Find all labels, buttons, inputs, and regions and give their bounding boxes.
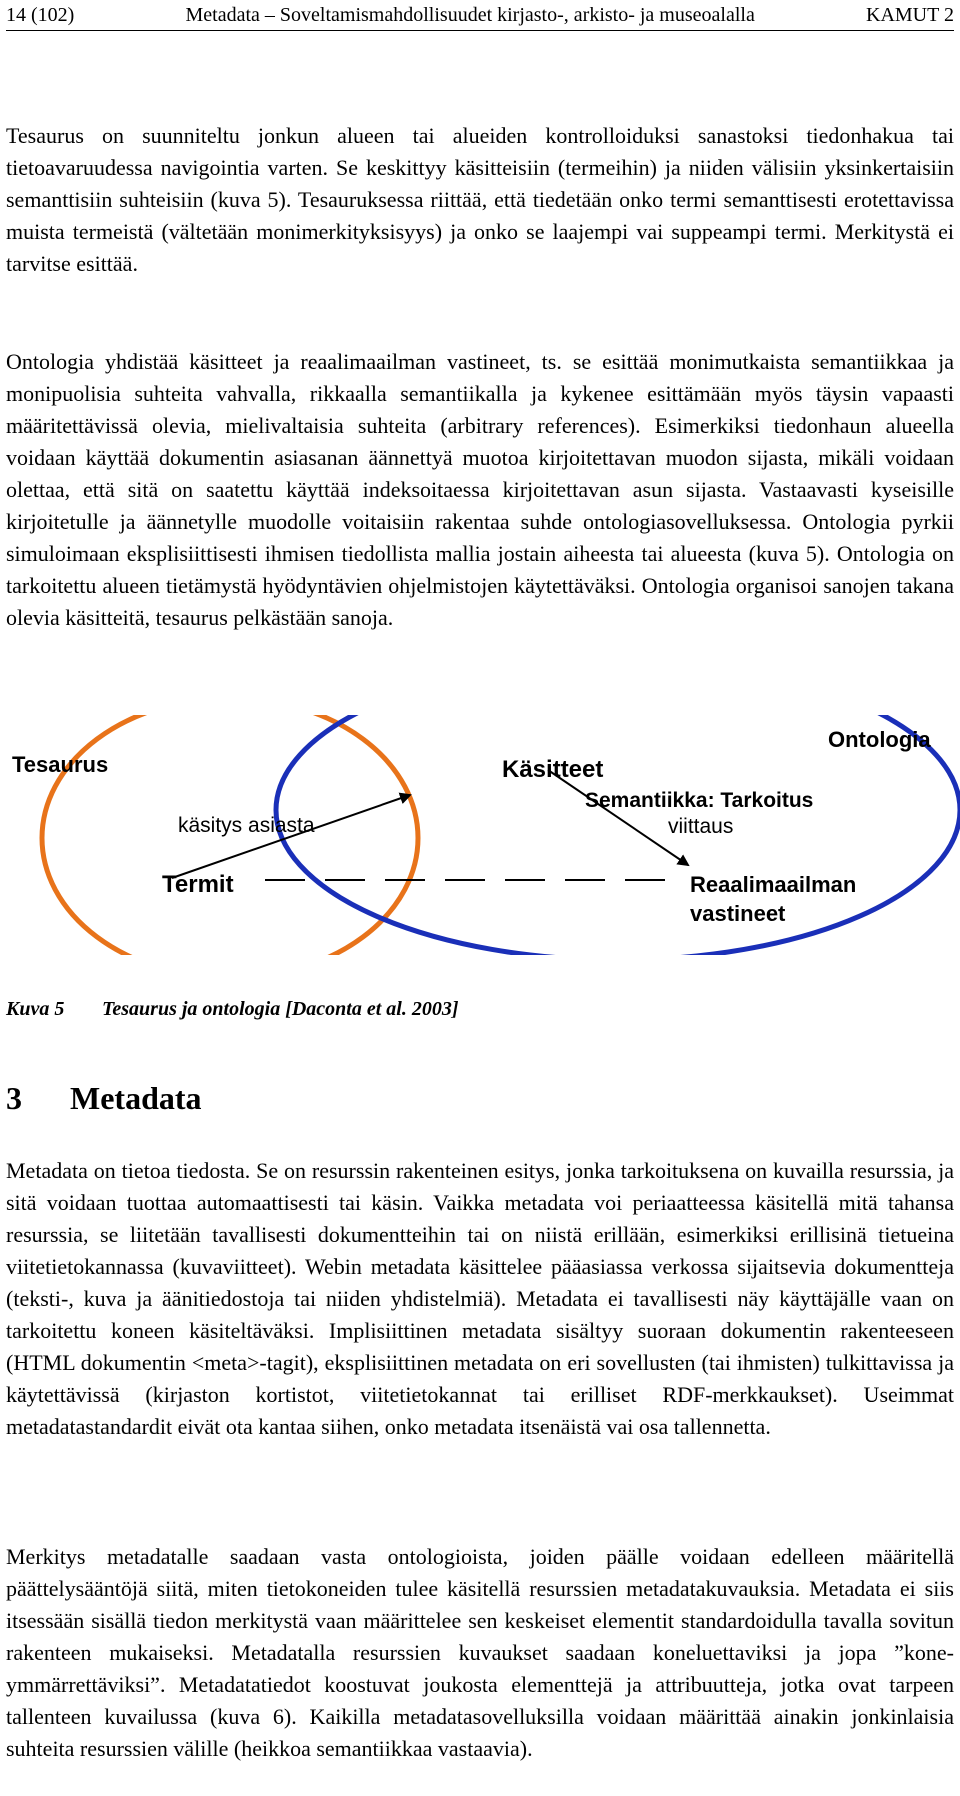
figure-caption bbox=[6, 998, 459, 1021]
figure-diagram bbox=[0, 715, 960, 955]
ontologia-label: Ontologia bbox=[828, 727, 931, 752]
viittaus-arrow bbox=[548, 770, 688, 865]
paragraph-ontologia: Ontologia yhdistää käsitteet ja reaalimaailman vastineet, ts. se esittää monimutkaista semantiikkaa ja monipuolisia suhteita vahvalla, rikkaalla semantiikalla ja kykenee esittämään myös täysin vapaasti määritettävissä olevia, mielivaltaisia suhteita (arbitrary references). Esimerkiksi tiedonhaun alueella voidaan käyttää dokumentin asiasanan äännettyä muotoa kirjoitettavan muodon sijasta, mikäli voidaan olettaa, että sitä on saatettu käyttää indeksoitaessa kirjoitettavan asun sijasta. Vastaavasti kyseisille kirjoitetulle ja äännetylle muodolle voitaisiin rakentaa suhde ontologiasovelluksessa. Ontologia pyrkii simuloimaan eksplisiittisesti ihmisen tiedollista mallia jostain aiheesta tai alueesta (kuva 5). Ontologia on tarkoitettu alueen tietämystä hyödyntävien ohjelmistojen käytettäväksi. Ontologia organisoi sanojen takana olevia käsitteitä, tesaurus pelkästään sanoja. bbox=[6, 349, 954, 630]
section-heading bbox=[6, 1080, 202, 1117]
caption-text: Tesaurus ja ontologia [Daconta et al. 2003] bbox=[102, 998, 459, 1020]
paragraph-metadata-meaning: Merkitys metadatalle saadaan vasta ontologioista, joiden päälle voidaan edelleen määritellä päättelysääntöjä siitä, miten tietokoneiden tulee käsitellä resurssien metadatakuvauksia. Metadata ei siis itsessään sisällä tiedon merkitystä vaan määrittelee sen keskeiset elementit standardoidulla tavalla sovitun rakenteen mukaiseksi. Metadatalla resurssien kuvaukset saadaan koneluettaviksi ja jopa ”kone-ymmärrettäviksi”. Metadatatiedot koostuvat joukosta elementtejä ja attribuutteja, jotka ovat tarpeen tallenteen kuvailussa (kuva 6). Kaikilla metadatasovelluksilla voidaan määrittää ainakin jonkinlaisia suhteita resurssien välille (heikkoa semantiikkaa vastaavia). bbox=[6, 1544, 954, 1761]
vastineet-label: vastineet bbox=[690, 901, 786, 926]
page-header bbox=[6, 0, 954, 31]
semantiikka-label: Semantiikka: Tarkoitus bbox=[585, 789, 814, 812]
kasitys-label: käsitys asiasta bbox=[178, 814, 315, 837]
paragraph-tesaurus: Tesaurus on suunniteltu jonkun alueen tai alueiden kontrolloiduksi sanastoksi tiedonhakua tai tietoavaruudessa navigointia varten. Se keskittyy käsitteisiin (termeihin) ja niiden välisiin yksinkertaisiin semanttisiin suhteisiin (kuva 5). Tesauruksessa riittää, että tiedetään onko termi semanttisesti erotettavissa muista termeistä (vältetään monimerkityksisyys) ja onko se laajempi vai suppeampi termi. Merkitystä ei tarvitse esittää. bbox=[6, 123, 954, 276]
viittaus-label: viittaus bbox=[668, 815, 734, 838]
section-number: 3 bbox=[6, 1080, 22, 1116]
paragraph-metadata-definition: Metadata on tietoa tiedosta. Se on resurssin rakenteinen esitys, jonka tarkoituksena on kuvailla resurssia, ja sitä voidaan tuottaa automaattisesti tai käsin. Vaikka metadata voi periaatteessa käsitellä mitä tahansa resurssia, se liitetään tavallisesti dokumentteihin tai on niistä erillään, esimerkiksi erillisinä tietueina viitetietokannassa (kuvaviitteet). Webin metadata käsittelee pääasiassa verkossa sijaitsevia dokumentteja (teksti-, kuva ja äänitiedostoja tai niiden yhdistelmiä). Metadata ei tavallisesti näy käyttäjälle vaan on tarkoitettu koneen käsiteltäväksi. Implisiittinen metadata sisältyy suoraan dokumentin rakenteeseen (HTML dokumentin <meta>-tagit), eksplisiittinen metadata on eri sovellusten (tai ihmisten) tulkittavissa ja käytettävissä (kirjaston kortistot, viitetietokannat tai erilliset RDF-merkkaukset). Useimmat metadatastandardit eivät ota kantaa siihen, onko metadata itsenäistä vai osa tallennetta. bbox=[6, 1158, 954, 1439]
termit-label: Termit bbox=[162, 871, 234, 898]
document-title: Metadata – Soveltamismahdollisuudet kirjasto-, arkisto- ja museoalalla bbox=[185, 3, 755, 26]
reaalimaailman-label: Reaalimaailman bbox=[690, 872, 857, 897]
section-title: Metadata bbox=[70, 1080, 202, 1116]
tesaurus-ontologia-figure bbox=[0, 715, 960, 955]
series-label: KAMUT 2 bbox=[866, 3, 954, 26]
caption-number: Kuva 5 bbox=[6, 998, 65, 1020]
kasitteet-label: Käsitteet bbox=[502, 756, 604, 783]
tesaurus-label: Tesaurus bbox=[12, 752, 109, 777]
page-number: 14 (102) bbox=[6, 3, 75, 26]
